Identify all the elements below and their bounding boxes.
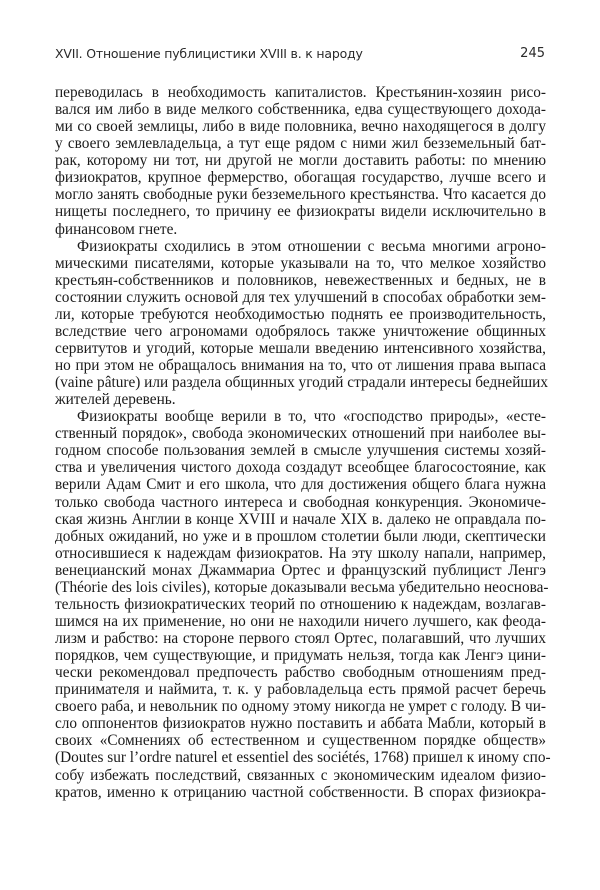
text-line: порядков, чем существующие, и придумать нельзя, тогда как Ленгэ цини- — [55, 647, 546, 665]
body-text — [55, 84, 551, 801]
running-title: XVII. Отношение публицистики XVIII в. к народу — [55, 46, 363, 61]
text-line: только свобода частного интереса и свободная конкуренция. Экономиче- — [55, 493, 546, 511]
text-line: принимателя и наймита, т. к. у рабовладельца есть прямой расчет беречь — [55, 681, 546, 699]
text-line: добных ожиданий, но уже и в прошлом столетии были люди, скептически — [55, 527, 546, 545]
text-line: Физиократы вообще верили в то, что «господство природы», «есте- — [77, 408, 546, 426]
text-line: ская жизнь Англии в конце XVIII и начале XIX в. далеко не оправдала по- — [55, 510, 546, 528]
text-line: (vaine pâture) или раздела общинных угодий страдали интересы беднейших — [55, 374, 549, 392]
paragraph — [55, 237, 549, 409]
text-line: ли, которые требуются необходимостью поднять ее производительность, — [55, 305, 546, 323]
running-header — [55, 46, 545, 66]
text-line: сло оппонентов физиократов нужно поставить и аббата Мабли, который в — [55, 715, 546, 733]
text-line: переводилась в необходимость капиталистов. Крестьянин-хозяин рисо- — [55, 84, 546, 101]
text-line: ства и увеличения чистого дохода создадут всеобщее благосостояние, как — [55, 459, 546, 477]
text-line: венецианский монах Джаммариа Ортес и французский публицист Ленгэ — [55, 561, 546, 579]
text-line: (Doutes sur l’ordre naturel et essentiel des sociétés, 1768) пришел к иному спо- — [55, 749, 551, 767]
text-line: сервитутов и угодий, которые мешали введению интенсивного хозяйства, — [55, 339, 546, 357]
text-line: состоянии служить основой для тех улучшений в способах обработки зем- — [55, 288, 546, 306]
text-line: шимся на их применение, но они не находили ничего лучшего, как феода- — [55, 612, 546, 630]
text-line: кратов, именно к отрицанию частной собственности. В спорах физиокра- — [55, 783, 546, 801]
text-line: рак, которому ни тот, ни другой не могли доставить работы: по мнению — [55, 152, 546, 170]
text-line: вался им либо в виде мелкого собственника, едва существующего дохода- — [55, 101, 546, 119]
text-line: финансовом гнете. — [55, 220, 178, 238]
text-line: чески рекомендовал предпочесть рабство свободным отношениям пред- — [55, 664, 546, 682]
paragraph — [55, 84, 546, 238]
text-line: Физиократы сходились в этом отношении с весьма многими агроно- — [77, 237, 546, 255]
text-line: ми со своей землицы, либо в виде половника, вечно находящегося в долгу — [55, 118, 546, 136]
text-line: могло занять свободные руки безземельного крестьянства. Что касается до — [55, 186, 546, 204]
text-line: крестьян-собственников и половников, невежественных и бедных, не в — [55, 271, 546, 289]
text-line: своих «Сомнениях об естественном и существенном порядке обществ» — [55, 732, 546, 750]
text-line: но при этом не обращалось внимания на то, что от лишения права выпаса — [55, 357, 546, 374]
page-number: 245 — [520, 46, 545, 61]
text-line: физиократов, крупное фермерство, обогащая государство, лучше всего и — [55, 169, 546, 187]
paragraph — [55, 408, 551, 801]
text-line: (Théorie des lois civiles), которые доказывали весьма убедительно неоснова- — [55, 578, 549, 596]
text-line: лизм и рабство: на стороне первого стоял Ортес, полагавший, что лучших — [55, 630, 546, 647]
text-line: собу избежать последствий, связанных с экономическим идеалом физио- — [55, 766, 546, 784]
text-line: ственный порядок», свобода экономических отношений при наиболее вы- — [55, 425, 546, 443]
text-line: тельность физиократических теорий по отношению к надеждам, возлагав- — [55, 595, 546, 613]
text-line: жителей деревень. — [55, 391, 176, 409]
text-line: своего раба, и невольник по одному этому никогда не умрет с голоду. В чи- — [55, 698, 546, 716]
text-line: вследствие чего агрономами одобрялось также уничтожение общинных — [55, 322, 546, 340]
text-line: относившиеся к надеждам физиократов. На эту школу напали, например, — [55, 544, 546, 562]
text-line: мическими писателями, которые указывали на то, что мелкое хозяйство — [55, 254, 546, 272]
text-line: у своего землевладельца, а тут еще рядом с ними жил безземельный бат- — [55, 135, 546, 153]
text-line: годном способе пользования землей в смысле улучшения системы хозяй- — [55, 442, 546, 460]
text-line: нищеты последнего, то причину ее физиократы видели исключительно в — [55, 203, 546, 221]
text-line: верили Адам Смит и его школа, что для достижения общего блага нужна — [55, 476, 546, 494]
